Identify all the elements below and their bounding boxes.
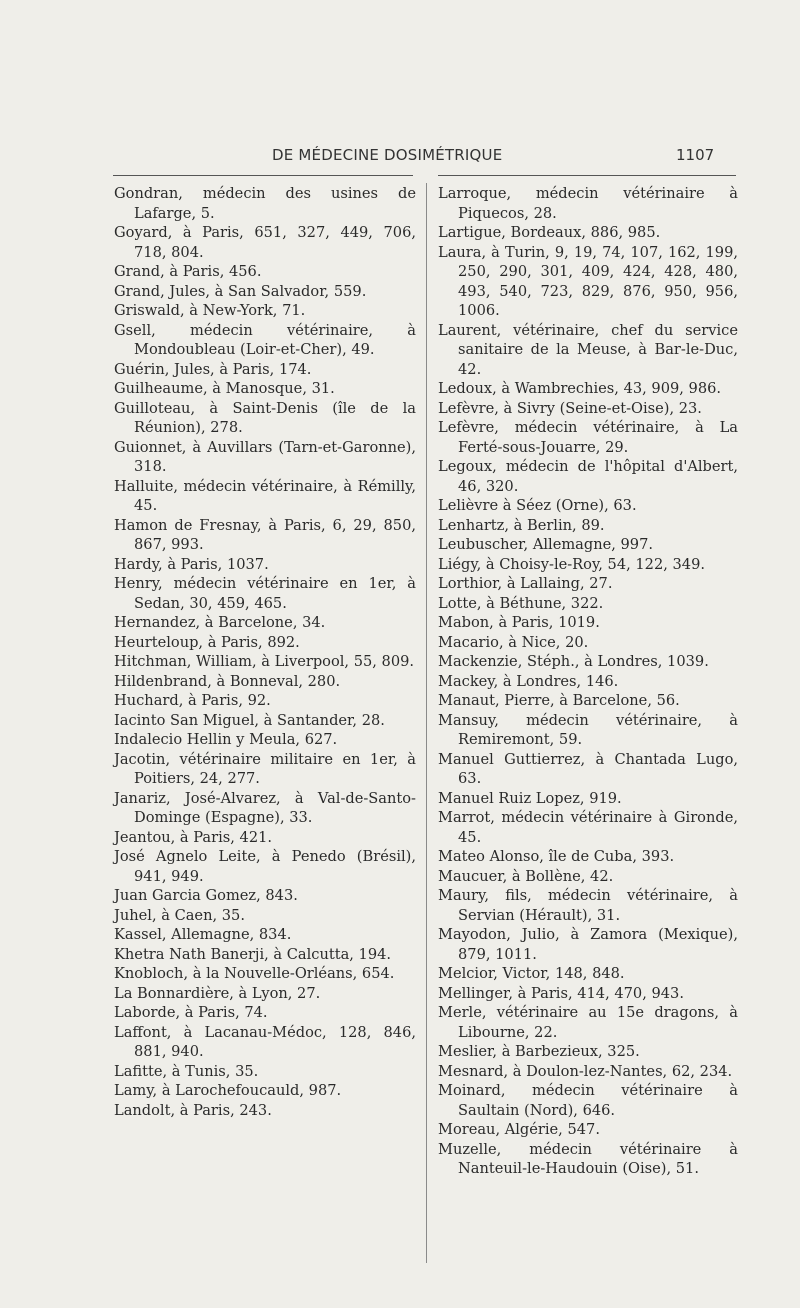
- index-entry: Huchard, à Paris, 92.: [114, 692, 271, 709]
- index-entry: Lelièvre à Séez (Orne), 63.: [438, 497, 637, 514]
- index-entry: Indalecio Hellin y Meula, 627.: [114, 731, 338, 748]
- index-entry: Mesnard, à Doulon-lez-Nantes, 62, 234.: [438, 1062, 733, 1080]
- index-entry: Larroque, médecin vétérinaire à Piquecos, 28.: [438, 185, 738, 222]
- index-entry: Lenhartz, à Berlin, 89.: [438, 516, 605, 534]
- index-entry: Guérin, Jules, à Paris, 174.: [114, 360, 312, 378]
- index-entry: Mackey, à Londres, 146.: [438, 672, 619, 690]
- index-entry: Lafitte, à Tunis, 35.: [114, 1062, 259, 1080]
- index-entry: Moinard, médecin vétérinaire à Saultain (Nord), 646.: [438, 1082, 738, 1119]
- index-entry: José Agnelo Leite, à Penedo (Brésil), 941, 949.: [114, 848, 416, 885]
- index-entry: Hitchman, William, à Liverpool, 55, 809.: [114, 653, 415, 670]
- index-entry: Hamon de Fresnay, à Paris, 6, 29, 850, 867, 993.: [114, 516, 416, 553]
- header-rule-left: [113, 175, 413, 176]
- index-entry: Hernandez, à Barcelone, 34.: [114, 614, 326, 631]
- index-entry: Laffont, à Lacanau-Médoc, 128, 846, 881, 940.: [114, 1023, 416, 1060]
- index-entry: La Bonnardière, à Lyon, 27.: [114, 984, 321, 1002]
- index-entry: Mellinger, à Paris, 414, 470, 943.: [438, 984, 684, 1002]
- index-entry: Legoux, médecin de l'hôpital d'Albert, 46, 320.: [438, 458, 738, 495]
- index-entry: Hildenbrand, à Bonneval, 280.: [114, 672, 341, 690]
- index-entry: Jacotin, vétérinaire militaire en 1er, à Poitiers, 24, 277.: [114, 750, 416, 787]
- index-entry: Gondran, médecin des usines de Lafarge, 5.: [114, 185, 416, 222]
- index-entry: Halluite, médecin vétérinaire, à Rémilly, 45.: [114, 477, 416, 514]
- index-entry: Maucuer, à Bollène, 42.: [438, 867, 614, 885]
- index-entry: Henry, médecin vétérinaire en 1er, à Sedan, 30, 459, 465.: [114, 575, 416, 612]
- index-entry: Maury, fils, médecin vétérinaire, à Servian (Hérault), 31.: [438, 887, 738, 924]
- page-number: 1107: [676, 146, 715, 164]
- index-entry: Mayodon, Julio, à Zamora (Mexique), 879, 1011.: [438, 926, 738, 963]
- index-entry: Guilheaume, à Manosque, 31.: [114, 380, 335, 397]
- index-entry: Lefèvre, à Sivry (Seine-et-Oise), 23.: [438, 399, 702, 417]
- index-entry: Manaut, Pierre, à Barcelone, 56.: [438, 692, 680, 709]
- index-entry: Lefèvre, médecin vétérinaire, à La Ferté-sous-Jouarre, 29.: [438, 419, 738, 456]
- index-entry: Lamy, à Larochefoucauld, 987.: [114, 1082, 342, 1099]
- index-entry: Gsell, médecin vétérinaire, à Mondoubleau (Loir-et-Cher), 49.: [114, 321, 416, 358]
- index-entry: Grand, Jules, à San Salvador, 559.: [114, 282, 367, 300]
- index-entry: Melcior, Victor, 148, 848.: [438, 965, 625, 982]
- index-entry: Griswald, à New-York, 71.: [114, 302, 306, 319]
- index-entry: Khetra Nath Banerji, à Calcutta, 194.: [114, 945, 392, 963]
- index-entry: Moreau, Algérie, 547.: [438, 1121, 600, 1138]
- index-entry: Muzelle, médecin vétérinaire à Nanteuil-le-Haudouin (Oise), 51.: [438, 1140, 738, 1177]
- index-entry: Heurteloup, à Paris, 892.: [114, 633, 300, 651]
- index-entry: Merle, vétérinaire au 15e dragons, à Libourne, 22.: [438, 1004, 738, 1041]
- index-entry: Goyard, à Paris, 651, 327, 449, 706, 718, 804.: [114, 224, 416, 261]
- header-title: DE MÉDECINE DOSIMÉTRIQUE: [272, 146, 503, 164]
- index-entry: Landolt, à Paris, 243.: [114, 1101, 272, 1119]
- index-entry: Manuel Guttierrez, à Chantada Lugo, 63.: [438, 750, 738, 787]
- index-entry: Mackenzie, Stéph., à Londres, 1039.: [438, 653, 709, 670]
- index-entry: Guionnet, à Auvillars (Tarn-et-Garonne), 318.: [114, 438, 416, 475]
- index-entry: Juan Garcia Gomez, 843.: [114, 887, 298, 904]
- column-divider: [426, 183, 427, 1263]
- index-entry: Lartigue, Bordeaux, 886, 985.: [438, 224, 661, 241]
- index-entry: Lotte, à Béthune, 322.: [438, 594, 604, 612]
- header-rule-right: [438, 175, 736, 176]
- index-entry: Laurent, vétérinaire, chef du service sanitaire de la Meuse, à Bar-le-Duc, 42.: [438, 321, 738, 378]
- running-header: [0, 146, 800, 168]
- index-entry: Juhel, à Caen, 35.: [114, 906, 245, 924]
- index-entry: Manuel Ruiz Lopez, 919.: [438, 789, 622, 807]
- index-entry: Ledoux, à Wambrechies, 43, 909, 986.: [438, 380, 722, 397]
- index-entry: Jeantou, à Paris, 421.: [114, 828, 273, 846]
- index-entry: Janariz, José-Alvarez, à Val-de-Santo-Dominge (Espagne), 33.: [114, 789, 416, 826]
- index-entry: Leubuscher, Allemagne, 997.: [438, 536, 654, 553]
- index-entry: Marrot, médecin vétérinaire à Gironde, 45.: [438, 809, 738, 846]
- index-entry: Lorthior, à Lallaing, 27.: [438, 575, 613, 592]
- index-entry: Mateo Alonso, île de Cuba, 393.: [438, 848, 675, 865]
- index-entry: Knobloch, à la Nouvelle-Orléans, 654.: [114, 965, 395, 982]
- index-entry: Iacinto San Miguel, à Santander, 28.: [114, 711, 385, 729]
- index-entry: Meslier, à Barbezieux, 325.: [438, 1043, 640, 1060]
- index-entry: Macario, à Nice, 20.: [438, 633, 589, 651]
- right-column: [438, 184, 738, 1179]
- left-column: [114, 184, 416, 1120]
- index-entry: Mansuy, médecin vétérinaire, à Remiremont, 59.: [438, 711, 738, 748]
- index-entry: Guilloteau, à Saint-Denis (île de la Réunion), 278.: [114, 399, 416, 436]
- index-entry: Laura, à Turin, 9, 19, 74, 107, 162, 199, 250, 290, 301, 409, 424, 428, 480, 493, 540, 723, 829, 876, 950, 956, 1006.: [438, 243, 738, 319]
- index-entry: Grand, à Paris, 456.: [114, 263, 262, 280]
- index-entry: Hardy, à Paris, 1037.: [114, 555, 269, 573]
- index-entry: Liégy, à Choisy-le-Roy, 54, 122, 349.: [438, 555, 706, 573]
- index-entry: Kassel, Allemagne, 834.: [114, 926, 292, 943]
- index-entry: Mabon, à Paris, 1019.: [438, 614, 600, 631]
- index-entry: Laborde, à Paris, 74.: [114, 1004, 268, 1021]
